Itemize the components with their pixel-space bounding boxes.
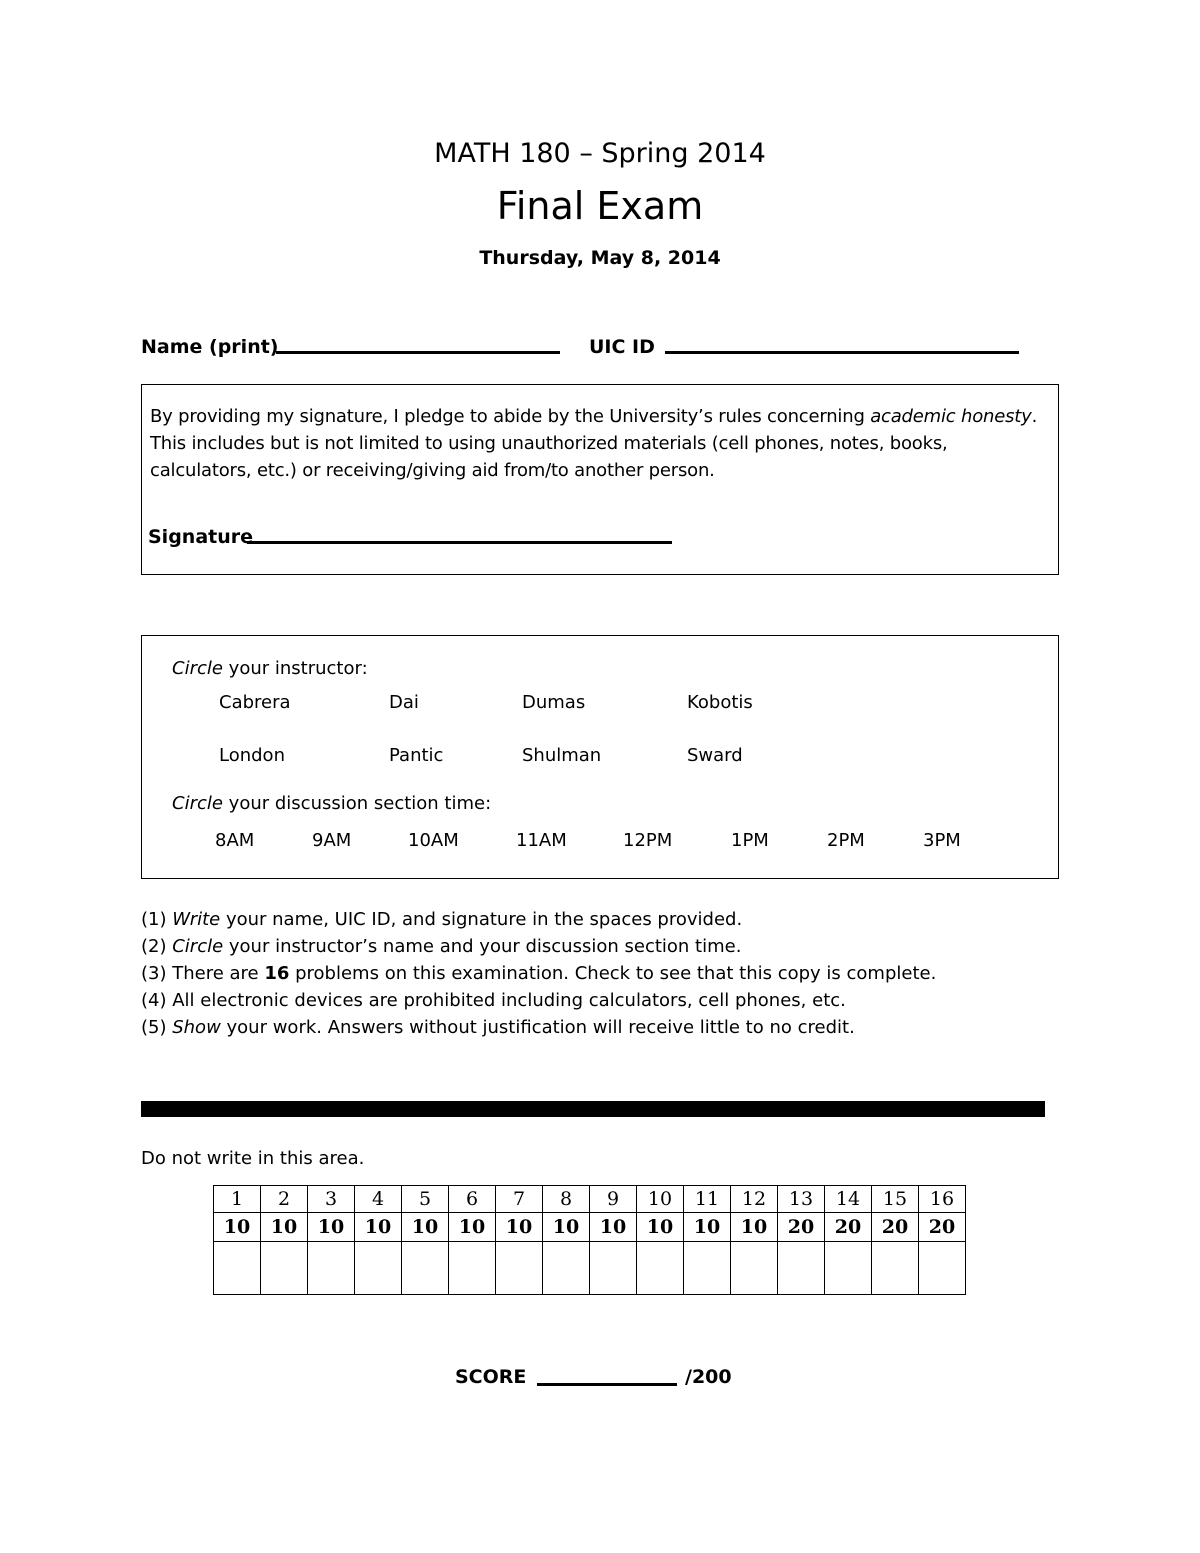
instructor-prompt: Circle your instructor: bbox=[172, 658, 368, 679]
section-time-option[interactable]: 1PM bbox=[731, 830, 769, 851]
score-cell[interactable] bbox=[919, 1242, 966, 1295]
problem-points: 20 bbox=[919, 1213, 966, 1242]
instruction-item: (4) All electronic devices are prohibited including calculators, cell phones, etc. bbox=[141, 990, 846, 1011]
exam-date: Thursday, May 8, 2014 bbox=[479, 247, 721, 269]
problem-number: 10 bbox=[637, 1186, 684, 1213]
problem-points: 10 bbox=[402, 1213, 449, 1242]
problem-number: 5 bbox=[402, 1186, 449, 1213]
problem-points: 20 bbox=[872, 1213, 919, 1242]
problem-number: 6 bbox=[449, 1186, 496, 1213]
instructor-box bbox=[141, 635, 1059, 879]
instructor-option[interactable]: Cabrera bbox=[219, 692, 291, 713]
instructor-option[interactable]: Dai bbox=[389, 692, 419, 713]
section-time-option[interactable]: 2PM bbox=[827, 830, 865, 851]
score-cell[interactable] bbox=[308, 1242, 355, 1295]
problem-points: 10 bbox=[355, 1213, 402, 1242]
score-cell[interactable] bbox=[684, 1242, 731, 1295]
problem-number: 16 bbox=[919, 1186, 966, 1213]
problem-number: 11 bbox=[684, 1186, 731, 1213]
problem-points: 10 bbox=[496, 1213, 543, 1242]
score-cell[interactable] bbox=[261, 1242, 308, 1295]
uic-id-field[interactable] bbox=[665, 351, 1019, 354]
signature-label: Signature bbox=[148, 526, 254, 548]
problem-points: 20 bbox=[825, 1213, 872, 1242]
problem-number: 9 bbox=[590, 1186, 637, 1213]
score-cell[interactable] bbox=[449, 1242, 496, 1295]
problem-number: 4 bbox=[355, 1186, 402, 1213]
problem-number: 13 bbox=[778, 1186, 825, 1213]
problem-number: 3 bbox=[308, 1186, 355, 1213]
problem-number: 1 bbox=[214, 1186, 261, 1213]
instructor-option[interactable]: Sward bbox=[687, 745, 743, 766]
uic-id-label: UIC ID bbox=[589, 336, 655, 358]
score-cell[interactable] bbox=[872, 1242, 919, 1295]
score-cell[interactable] bbox=[590, 1242, 637, 1295]
problem-points: 10 bbox=[543, 1213, 590, 1242]
score-cell[interactable] bbox=[825, 1242, 872, 1295]
problem-number: 7 bbox=[496, 1186, 543, 1213]
score-total: /200 bbox=[685, 1366, 732, 1388]
instruction-item: (2) Circle your instructor’s name and your discussion section time. bbox=[141, 936, 742, 957]
pledge-box bbox=[141, 384, 1059, 575]
problem-points: 10 bbox=[731, 1213, 778, 1242]
grading-notice: Do not write in this area. bbox=[141, 1148, 365, 1169]
instruction-item: (5) Show your work. Answers without justification will receive little to no credit. bbox=[141, 1017, 855, 1038]
section-time-option[interactable]: 10AM bbox=[408, 830, 459, 851]
section-time-option[interactable]: 9AM bbox=[312, 830, 352, 851]
problem-points: 10 bbox=[684, 1213, 731, 1242]
pledge-text: By providing my signature, I pledge to abide by the University’s rules concerning academic honesty. This includes but is not limited to using unauthorized materials (cell phones, notes, books, calculators, etc.) or receiving/giving aid from/to another person. bbox=[150, 406, 1038, 481]
problem-points: 10 bbox=[637, 1213, 684, 1242]
course-title: MATH 180 – Spring 2014 bbox=[434, 138, 766, 169]
section-prompt: Circle your discussion section time: bbox=[172, 793, 492, 814]
problem-number: 12 bbox=[731, 1186, 778, 1213]
problem-number: 14 bbox=[825, 1186, 872, 1213]
section-divider bbox=[141, 1101, 1045, 1117]
section-time-option[interactable]: 3PM bbox=[923, 830, 961, 851]
score-label: SCORE bbox=[455, 1366, 527, 1388]
instructions-list bbox=[141, 906, 936, 1041]
problem-points: 10 bbox=[308, 1213, 355, 1242]
instructor-option[interactable]: Kobotis bbox=[687, 692, 753, 713]
problem-points: 10 bbox=[590, 1213, 637, 1242]
score-cell[interactable] bbox=[543, 1242, 590, 1295]
section-time-option[interactable]: 12PM bbox=[623, 830, 673, 851]
problem-number: 15 bbox=[872, 1186, 919, 1213]
problem-points: 10 bbox=[449, 1213, 496, 1242]
grading-table bbox=[213, 1185, 966, 1295]
problem-points: 10 bbox=[261, 1213, 308, 1242]
instruction-item: (3) There are 16 problems on this examination. Check to see that this copy is complete. bbox=[141, 963, 937, 984]
problem-points: 10 bbox=[214, 1213, 261, 1242]
score-cell[interactable] bbox=[731, 1242, 778, 1295]
problem-number: 8 bbox=[543, 1186, 590, 1213]
instructor-option[interactable]: Pantic bbox=[389, 745, 444, 766]
name-field[interactable] bbox=[276, 351, 560, 354]
problem-number: 2 bbox=[261, 1186, 308, 1213]
instructor-option[interactable]: London bbox=[219, 745, 285, 766]
section-time-option[interactable]: 8AM bbox=[215, 830, 255, 851]
score-cell[interactable] bbox=[637, 1242, 684, 1295]
signature-field[interactable] bbox=[247, 541, 672, 544]
name-label: Name (print) bbox=[141, 336, 279, 358]
exam-title: Final Exam bbox=[496, 184, 704, 228]
instruction-item: (1) Write your name, UIC ID, and signature in the spaces provided. bbox=[141, 909, 743, 930]
score-cell[interactable] bbox=[402, 1242, 449, 1295]
score-cell[interactable] bbox=[214, 1242, 261, 1295]
score-cell[interactable] bbox=[355, 1242, 402, 1295]
score-field[interactable] bbox=[537, 1383, 677, 1386]
instructor-option[interactable]: Dumas bbox=[522, 692, 586, 713]
instructor-option[interactable]: Shulman bbox=[522, 745, 602, 766]
section-time-option[interactable]: 11AM bbox=[516, 830, 567, 851]
score-cell[interactable] bbox=[778, 1242, 825, 1295]
score-cell[interactable] bbox=[496, 1242, 543, 1295]
problem-points: 20 bbox=[778, 1213, 825, 1242]
